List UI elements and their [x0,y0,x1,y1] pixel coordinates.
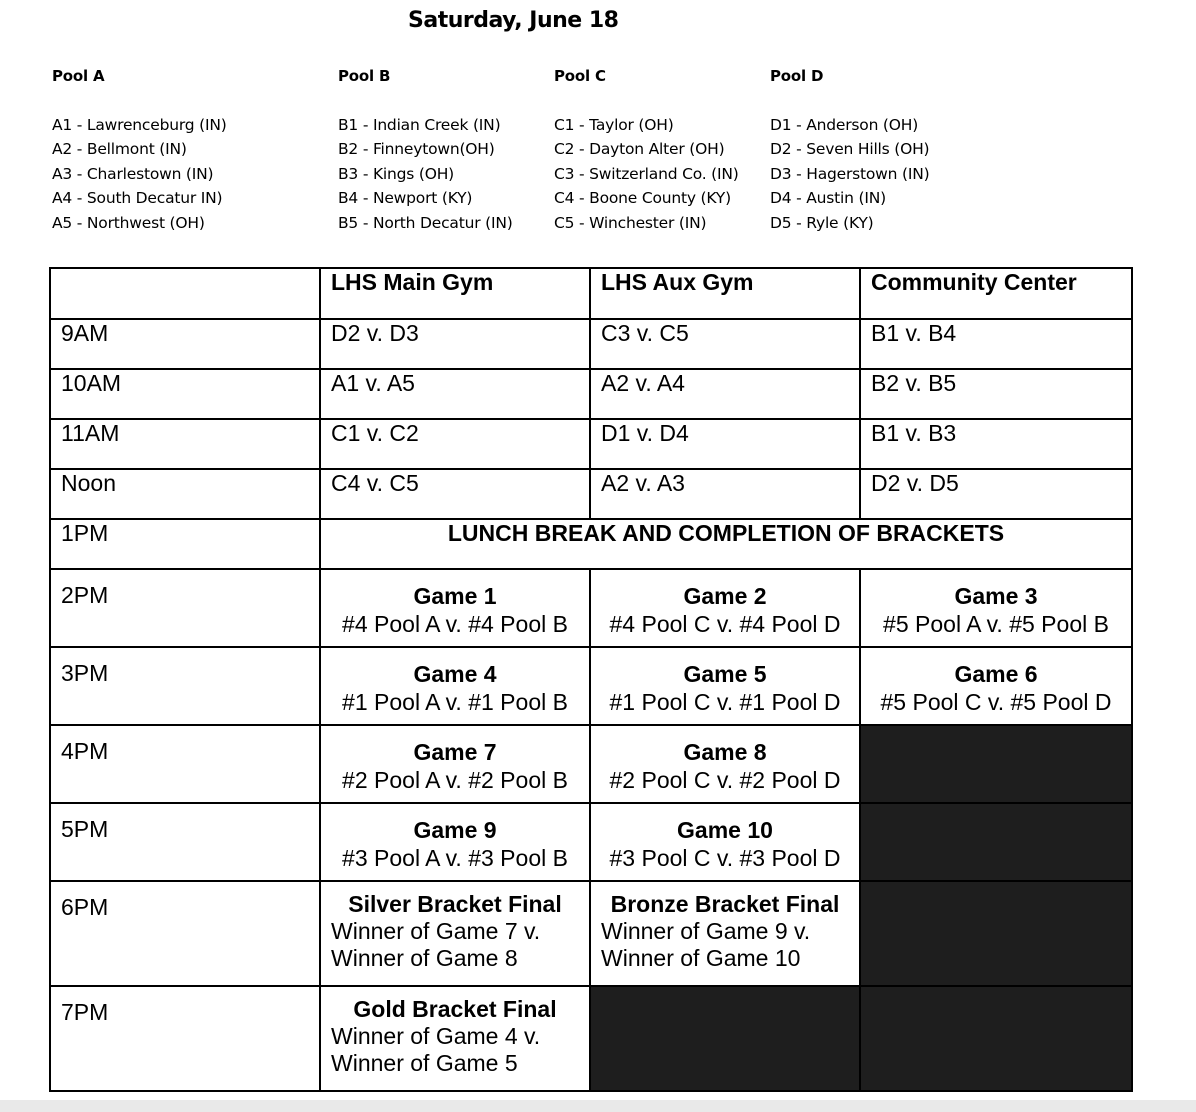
table-row [50,519,1132,569]
game-cell [590,725,860,803]
team-entry: A2 - Bellmont (IN) [52,140,187,158]
game-title: Game 2 [683,583,767,609]
team-entry: C2 - Dayton Alter (OH) [554,140,725,158]
team-entry: D2 - Seven Hills (OH) [770,140,930,158]
time-cell: 9AM [50,319,320,369]
game-cell [320,569,590,647]
game-cell [860,569,1132,647]
team-entry: B1 - Indian Creek (IN) [338,115,501,134]
team-entry: B4 - Newport (KY) [338,189,473,207]
final-cell [320,986,590,1091]
pool-heading: Pool C [554,67,606,85]
game-title: Game 5 [683,661,767,687]
time-cell: 3PM [50,647,320,725]
final-cell [590,881,860,986]
page-title: Saturday, June 18 [408,8,619,33]
final-line: Winner of Game 5 [331,1050,518,1076]
schedule-table [49,267,1133,1092]
game-title: Game 10 [677,817,773,843]
time-cell: 11AM [50,419,320,469]
venue-header: LHS Aux Gym [590,268,860,319]
time-cell: 6PM [50,881,320,986]
matchup-cell: D2 v. D3 [320,319,590,369]
pool-heading: Pool D [770,67,824,85]
game-cell [590,569,860,647]
table-row [50,647,1132,725]
final-line: Winner of Game 8 [331,945,518,971]
matchup-cell: B1 v. B4 [860,319,1132,369]
venue-header: Community Center [860,268,1132,319]
team-entry: B2 - Finneytown(OH) [338,140,495,158]
time-cell: 2PM [50,569,320,647]
venue-header: LHS Main Gym [320,268,590,319]
blank-cell [860,986,1132,1091]
matchup-cell: A2 v. A3 [590,469,860,519]
team-entry: C3 - Switzerland Co. (IN) [554,164,739,183]
matchup-cell: C3 v. C5 [590,319,860,369]
game-cell [590,803,860,881]
team-entry: B3 - Kings (OH) [338,164,455,183]
time-cell: 5PM [50,803,320,881]
table-row [50,369,1132,419]
table-row [50,319,1132,369]
final-line: Winner of Game 4 v. [331,1023,541,1049]
pool-c-list [554,64,739,235]
table-row [50,881,1132,986]
pool-b-list [338,64,513,235]
game-cell [590,647,860,725]
game-title: Game 9 [413,817,497,843]
matchup-cell: A1 v. A5 [320,369,590,419]
lunch-break-cell: LUNCH BREAK AND COMPLETION OF BRACKETS [320,519,1132,569]
blank-cell [860,803,1132,881]
game-title: Game 1 [413,583,497,609]
game-cell [320,647,590,725]
final-line: Winner of Game 7 v. [331,918,541,944]
game-matchup: #1 Pool A v. #1 Pool B [342,689,568,715]
matchup-cell: B2 v. B5 [860,369,1132,419]
matchup-cell: C1 v. C2 [320,419,590,469]
matchup-cell: B1 v. B3 [860,419,1132,469]
game-cell [320,725,590,803]
game-matchup: #4 Pool A v. #4 Pool B [342,611,568,637]
pool-heading: Pool A [52,67,105,85]
blank-cell [590,986,860,1091]
pool-d-list [770,64,929,235]
matchup-cell: D2 v. D5 [860,469,1132,519]
game-title: Game 8 [683,739,767,765]
pool-a-list [52,64,227,235]
table-row [50,986,1132,1091]
final-line: Winner of Game 9 v. [601,918,811,944]
table-header-row [50,268,1132,319]
game-matchup: #1 Pool C v. #1 Pool D [609,689,841,715]
game-title: Game 6 [954,661,1038,687]
game-matchup: #3 Pool A v. #3 Pool B [342,845,568,871]
team-entry: A3 - Charlestown (IN) [52,164,214,183]
team-entry: D1 - Anderson (OH) [770,115,919,134]
matchup-cell: C4 v. C5 [320,469,590,519]
table-row [50,725,1132,803]
page-bottom-edge [0,1100,1196,1112]
game-cell [860,647,1132,725]
matchup-cell: A2 v. A4 [590,369,860,419]
time-header-cell [50,268,320,319]
pool-heading: Pool B [338,67,391,85]
game-matchup: #5 Pool C v. #5 Pool D [880,689,1112,715]
game-title: Game 3 [954,583,1038,609]
time-cell: 1PM [50,519,320,569]
table-row [50,803,1132,881]
time-cell: 7PM [50,986,320,1091]
time-cell: 10AM [50,369,320,419]
game-title: Game 4 [413,661,497,687]
final-title: Gold Bracket Final [353,996,557,1022]
team-entry: A4 - South Decatur IN) [52,189,223,207]
team-entry: C1 - Taylor (OH) [554,115,674,134]
game-title: Game 7 [413,739,497,765]
team-entry: C4 - Boone County (KY) [554,189,731,207]
team-entry: D5 - Ryle (KY) [770,213,874,232]
team-entry: B5 - North Decatur (IN) [338,213,513,232]
team-entry: A1 - Lawrenceburg (IN) [52,115,227,134]
time-cell: 4PM [50,725,320,803]
final-title: Silver Bracket Final [348,891,562,917]
game-matchup: #4 Pool C v. #4 Pool D [609,611,841,637]
table-row [50,419,1132,469]
table-row [50,469,1132,519]
game-matchup: #2 Pool A v. #2 Pool B [342,767,568,793]
game-matchup: #2 Pool C v. #2 Pool D [609,767,841,793]
blank-cell [860,881,1132,986]
final-line: Winner of Game 10 [601,945,801,971]
matchup-cell: D1 v. D4 [590,419,860,469]
time-cell: Noon [50,469,320,519]
blank-cell [860,725,1132,803]
final-title: Bronze Bracket Final [610,891,840,917]
team-entry: C5 - Winchester (IN) [554,213,707,232]
team-entry: D4 - Austin (IN) [770,189,886,207]
final-cell [320,881,590,986]
table-row [50,569,1132,647]
team-entry: A5 - Northwest (OH) [52,213,205,232]
game-cell [320,803,590,881]
game-matchup: #5 Pool A v. #5 Pool B [883,611,1109,637]
team-entry: D3 - Hagerstown (IN) [770,164,930,183]
game-matchup: #3 Pool C v. #3 Pool D [609,845,841,871]
